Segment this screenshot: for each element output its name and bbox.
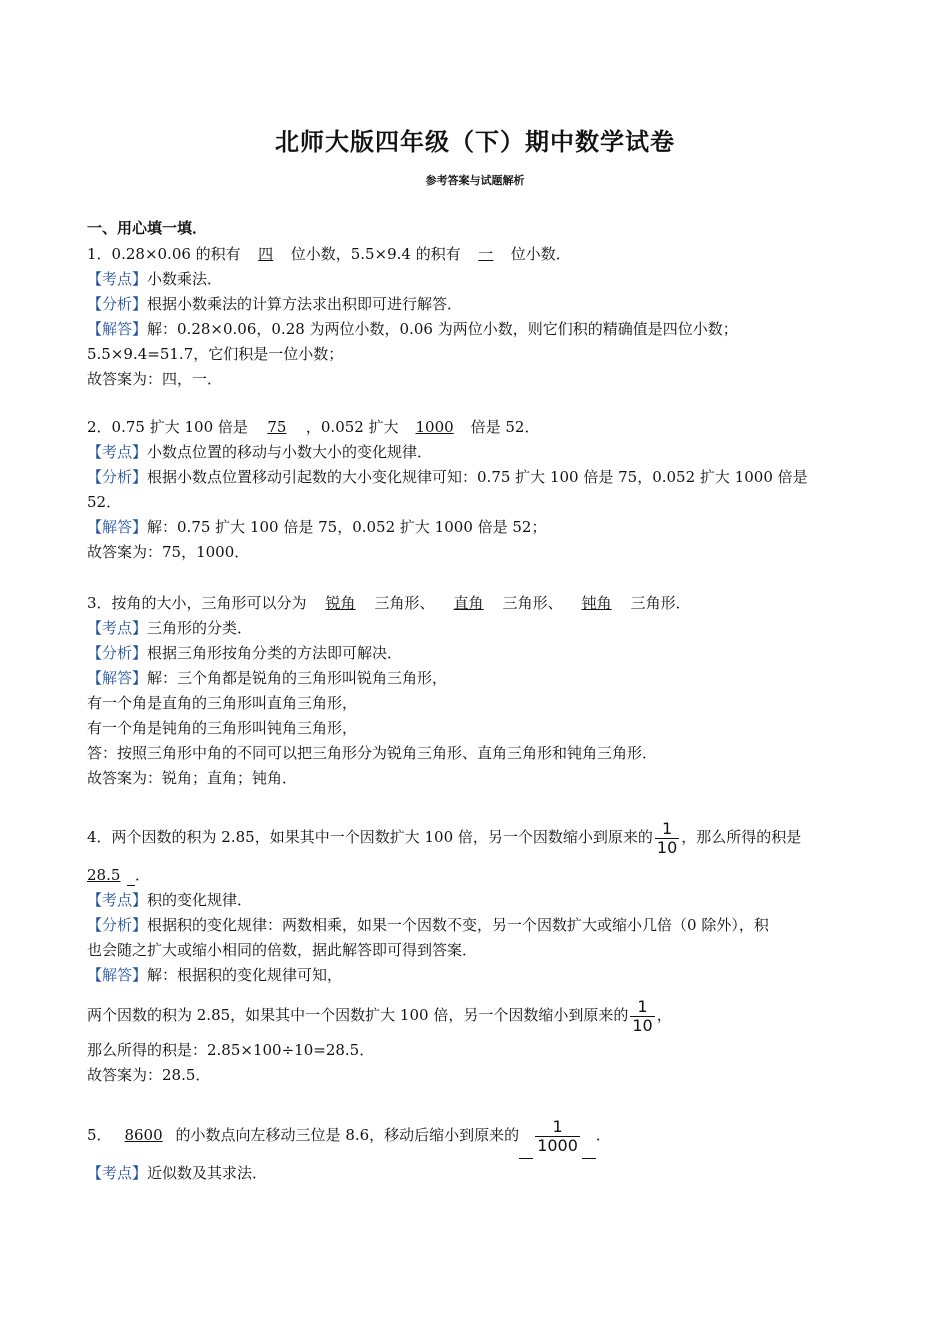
answer-line: 故答案为：四，一． bbox=[87, 370, 223, 388]
text-line: 5.5×9.4=51.7，它们积是一位小数； bbox=[87, 345, 344, 363]
question-5: 5． 8600 的小数点向左移动三位是 8.6，移动后缩小到原来的 $\frac{1}{1000}$ ． bbox=[87, 1112, 611, 1159]
text-line: 两个因数的积为 2.85，如果其中一个因数扩大 100 倍，另一个因数缩小到原来的 $\frac{1}{10}$ ， bbox=[87, 996, 672, 1035]
jieda-line: 【解答】解：0.28×0.06，0.28 为两位小数，0.06 为两位小数，则它们积的精确值是四位小数； bbox=[87, 320, 738, 338]
answer-blank: 75 bbox=[267, 418, 287, 436]
answer-blank-line: 28.5 ． bbox=[87, 866, 151, 884]
answer-blank: 8600 bbox=[124, 1126, 163, 1144]
fraction: $\frac{1}{10}$ bbox=[632, 996, 653, 1035]
jieda-line: 【解答】解：0.75 扩大 100 倍是 75，0.052 扩大 1000 倍是 52； bbox=[87, 518, 547, 536]
text-line: 有一个角是钝角的三角形叫钝角三角形， bbox=[87, 719, 358, 737]
answer-line: 故答案为：28.5． bbox=[87, 1066, 211, 1084]
fenxi-line: 【分析】根据小数点位置移动引起数的大小变化规律可知：0.75 扩大 100 倍是 75，0.052 扩大 1000 倍是 bbox=[87, 468, 808, 486]
tag-fenxi: 【分析】 bbox=[87, 916, 148, 934]
kaodian-line: 【考点】近似数及其求法． bbox=[87, 1164, 268, 1182]
fraction: $\frac{1}{10}$ bbox=[656, 818, 678, 857]
answer-blank: 锐角 bbox=[325, 594, 356, 612]
text-line: 也会随之扩大或缩小相同的倍数，据此解答即可得到答案． bbox=[87, 941, 478, 959]
tag-fenxi: 【分析】 bbox=[87, 295, 148, 313]
page-subtitle: 参考答案与试题解析 bbox=[425, 174, 525, 187]
text-line: 52． bbox=[87, 493, 122, 511]
answer-blank: 四 bbox=[258, 245, 274, 263]
fenxi-line: 【分析】根据积的变化规律：两数相乘，如果一个因数不变，另一个因数扩大或缩小几倍（0 除外），积 bbox=[87, 916, 769, 934]
fenxi-line: 【分析】根据三角形按角分类的方法即可解决． bbox=[87, 644, 403, 662]
kaodian-line: 【考点】小数点位置的移动与小数大小的变化规律． bbox=[87, 443, 433, 461]
kaodian-line: 【考点】三角形的分类． bbox=[87, 619, 253, 637]
tag-kaodian: 【考点】 bbox=[87, 619, 148, 637]
jieda-line: 【解答】解：三个角都是锐角的三角形叫锐角三角形， bbox=[87, 669, 448, 687]
tag-jieda: 【解答】 bbox=[87, 966, 148, 984]
answer-line: 故答案为：75，1000． bbox=[87, 543, 250, 561]
tag-jieda: 【解答】 bbox=[87, 320, 148, 338]
tag-fenxi: 【分析】 bbox=[87, 644, 148, 662]
text-line: 答：按照三角形中角的不同可以把三角形分为锐角三角形、直角三角形和钝角三角形． bbox=[87, 744, 658, 762]
fraction: $\frac{1}{1000}$ bbox=[537, 1116, 578, 1155]
question-3: 3．按角的大小，三角形可以分为 锐角 三角形、 直角 三角形、 钝角 三角形． bbox=[87, 594, 691, 612]
question-1: 1．0.28×0.06 的积有 四 位小数，5.5×9.4 的积有 一 位小数． bbox=[87, 245, 571, 263]
answer-blank: 1000 bbox=[415, 418, 454, 436]
question-2: 2．0.75 扩大 100 倍是 75 ，0.052 扩大 1000 倍是 52． bbox=[87, 418, 540, 436]
answer-blank: 28.5 bbox=[87, 866, 121, 884]
kaodian-line: 【考点】积的变化规律． bbox=[87, 891, 253, 909]
answer-blank: 直角 bbox=[453, 594, 484, 612]
answer-line: 故答案为：锐角；直角；钝角． bbox=[87, 769, 298, 787]
tag-kaodian: 【考点】 bbox=[87, 443, 148, 461]
tag-jieda: 【解答】 bbox=[87, 518, 148, 536]
answer-blank: 钝角 bbox=[581, 594, 612, 612]
text-line: 那么所得的积是：2.85×100÷10=28.5． bbox=[87, 1041, 375, 1059]
answer-blank: 一 bbox=[478, 245, 494, 263]
page-title: 北师大版四年级（下）期中数学试卷 bbox=[275, 128, 675, 156]
text-line: 有一个角是直角的三角形叫直角三角形， bbox=[87, 694, 358, 712]
fenxi-line: 【分析】根据小数乘法的计算方法求出积即可进行解答． bbox=[87, 295, 463, 313]
tag-fenxi: 【分析】 bbox=[87, 468, 148, 486]
tag-kaodian: 【考点】 bbox=[87, 1164, 148, 1182]
kaodian-line: 【考点】小数乘法． bbox=[87, 270, 223, 288]
section-heading: 一、用心填一填． bbox=[87, 219, 208, 237]
jieda-line: 【解答】解：根据积的变化规律可知， bbox=[87, 966, 343, 984]
tag-kaodian: 【考点】 bbox=[87, 270, 148, 288]
tag-jieda: 【解答】 bbox=[87, 669, 148, 687]
tag-kaodian: 【考点】 bbox=[87, 891, 148, 909]
question-4: 4．两个因数的积为 2.85，如果其中一个因数扩大 100 倍，另一个因数缩小到原来的 $\frac{1}{10}$ ，那么所得的积是 bbox=[87, 818, 802, 857]
